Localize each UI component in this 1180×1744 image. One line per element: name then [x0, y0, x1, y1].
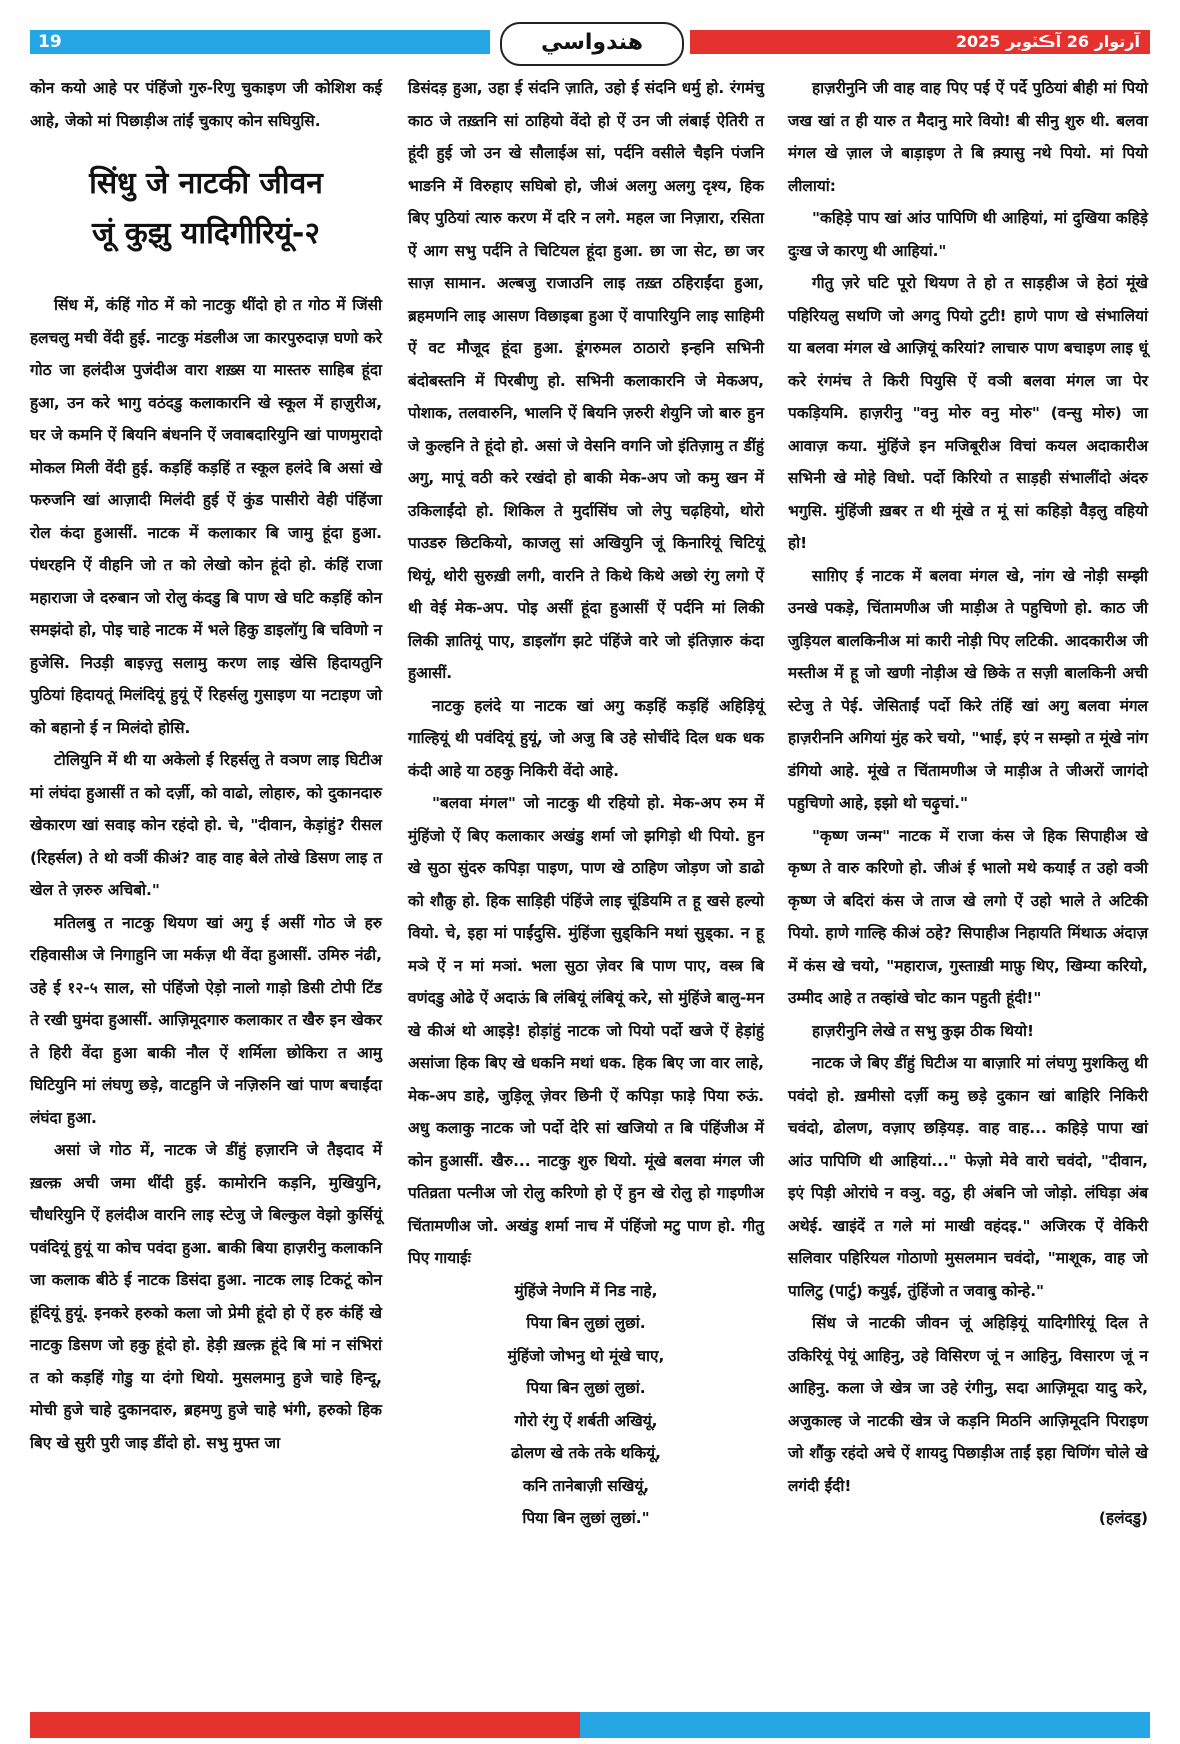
verse-line: गोरो रंगु ऐं शर्बती अखियूं,: [514, 1411, 658, 1430]
page-number: 19: [38, 32, 62, 52]
issue-date: آرتوار 26 آڪٽوبر 2025: [955, 32, 1140, 51]
song-verse: [408, 1275, 764, 1535]
paragraph: "बलवा मंगल" जो नाटकु थी रहियो हो. मेक-अप रुम में मुंहिंजो ऐं बिए कलाकार अखंडु शर्मा जो झगिड़ो थी पियो. हुन खे सुठा सुंदरु कपिड़ा पाइण, पाण खे ठाहिण जोड़ण जो डाढो को शौक़ु हो. हिक साड़िही पंहिंजे लाइ चूंडियमि त हू खसे हल्यो वियो. चे, इहा मां पाईंदुसि. मुंहिंजा सुड्किनि मथां सुड्का. न हू मञे ऐं न मां मञां. भला सुठा ज़ेवर बि पाण पाए, वस्त्र बि वणंदडु ओढे ऐं अदाऊं बि लंबियूं लंबियूं करे, सो मुंहिंजे बालु-मन खे कीअं थो आइड़े! होड़ांहुं नाटक जो पियो पर्दो खजे ऐं हेड़ांहुं असांजा हिक बिए खे धकनि मथां धक. हिक बिए जा वार लाहे, मेक-अप डाहे, जुड़िलू ज़ेवर छिनी ऐं कपिड़ा फाड़े पिया रुऊं. अधु कलाकु नाटक जो पर्दो देरि सां खजियो त बि पंहिंजीअ में कोन हुआसीं. खैरु... नाटकु शुरु थियो. मूंखे बलवा मंगल जी पतिव्रता पत्नीअ जो रोलु करिणो हो ऐं हुन खे रोलु हो गाइणीअ चिंतामणीअ जो. अखंडु शर्मा नाच में पंहिंजो मटु पाण हो. गीतु पिए गायाईः: [408, 794, 764, 1267]
article-title: [30, 159, 382, 259]
paragraph: "कहिड़े पाप खां आंउ पापिणि थी आहियां, मां दुखिया कहिड़े दुःख जे कारणु थी आहियां.": [788, 209, 1148, 260]
paragraph: नाटकु हलंदे या नाटक खां अगु कड़हिं कड़हिं अहिड़ियूं गाल्हियूं थी पवंदियूं हुयूं, जो अजु बि उहे सोचींदे दिल धक धक कंदी आहे या ठहकु निकिरी वेंदो आहे.: [408, 696, 764, 780]
title-line-2: जूं कुझु यादिगीरियूं-२: [92, 216, 320, 251]
paragraph: असां जे गोठ में, नाटक जे डींहुं हज़ारनि जे तैइदाद में ख़ल्क़ अची जमा थींदी हुई. कामोरनि कड़नि, मुखियुनि, चौधरियुनि ऐं हलंदीअ वारनि लाइ स्टेजु जे बिल्कुल वेझो कुर्सियूं पवंदियूं हुयूं या कोच पवंदा हुआ. बाकी बिया हाज़रीनु कलाकनि जा कलाक बीठे ई नाटक डिसंदा हुआ. नाटक लाइ टिकटूं कोन हूंदियूं हुयूं. इनकरे हरुको कला जो प्रेमी हूंदो हो ऐं हरु कंहिं खे नाटकु डिसण जो हकु हूंदो हो. हेड़ी ख़ल्क़ हूंदे बि मां न संभिरां त को कड़हिं गोडु या दंगो थियो. मुसलमानु हुजे चाहे हिन्दू, मोची हुजे चाहे दुकानदारु, ब्रहमणु हुजे चाहे भंगी, हरुको हिक बिए खे सुरी पुरी जाइ डींदो हो. सभु मुफ्त जा: [30, 1141, 382, 1452]
paragraph: गीतु ज़रे घटि पूरो थियण ते हो त साड़हीअ जे हेठां मूंखे पहिरियलु सथणि जो अगदु पियो टुटी! हाणे पाण खे संभालियां या बलवा मंगल खे आज़ियूं करियां? लाचारु पाण बचाइण लाइ धूं करे रंगमंच ते किरी पियुसि ऐं वञी बलवा मंगल जा पेर पकड़ियमि. हाज़रीनु "वनु मोरु वनु मोरु" (वन्सु मोरु) जा आवाज़ कया. मुंहिंजे इन मजिबूरीअ विचां कयल अदाकारीअ सभिनी खे मोहे विधो. पर्दो किरियो त साड़ही संभालींदो अंदरु भगुसि. मुंहिंजी ख़बर त थी मूंखे त मूं सां कहिड़ो वैड़लु वहियो हो!: [788, 274, 1148, 552]
verse-line: ढोलण खे तके तके थकियूं,: [511, 1444, 661, 1462]
title-line-1: सिंधु जे नाटकी जीवन: [89, 166, 323, 201]
paragraph: सिंध में, कंहिं गोठ में को नाटकु थींदो हो त गोठ में जिंसी हलचलु मची वेंदी हुई. नाटकु मंडलीअ जा कारपुरुदाज़ घणो करे गोठ जा हलंदीअ पुजंदीअ वारा शख़्स या मास्तरु साहिब हूंदा हुआ, उन करे भागु वठंदडु कलाकारनि खे स्कूल में हाज़ुरीअ, घर जे कमनि ऐं बियनि बंधननि ऐं जवाबदारियुनि खां पाणमुरादो मोकल मिली वेंदी हुई. कड़हिं कड़हिं त स्कूल हलंदे बि असां खे फरुजनि खां आज़ादी मिलंदी हुई ऐं कुंड पासीरो वेही पंहिंजा रोल कंदा हुआसीं. नाटक में कलाकार बि जामु हूंदा हुआ. पंधरहनि ऐं वीहनि जो त को लेखो कोन हूंदो हो. कंहिं राजा महाराजा जे दरुबान जो रोलु कंदडु बि पाण खे घटि कड़हिं कोन समझंदो हो, पोइ चाहे नाटक में भले हिकु डाइलॉगु बि चविणो न हुजेसि. निउड़ी बाइज़्तु सलामु करण लाइ खेसि हिदायतुनि पुठियां हिदायतूं मिलंदियूं हुयूं ऐं रिहर्सलु गुसाइण या नटाइण जो को बहानो ई न मिलंदो होसि.: [30, 296, 382, 737]
column-1: [30, 72, 382, 1459]
masthead-logo: هندواسي: [500, 22, 684, 66]
paragraph: "कृष्ण जन्म" नाटक में राजा कंस जे हिक सिपाहीअ खे कृष्ण ते वारु करिणो हो. जीअं ई भालो मथे कयाईं त उहो वञी कृष्ण जे बदिरां कंस जे ताज खे लगो ऐं उहो भाले ते अटिकी पियो. हाणे गाल्हि कीअं ठहे? सिपाहीअ निहायति मिंथाऊ अंदाज़ में कंस खे चयो, "महाराज, गुस्ताख़ी माफ़ु थिए, खिम्या करियो, उम्मीद आहे त तव्हांखे चोट कान पहुती हूंदी!": [788, 826, 1148, 1007]
verse-line: मुंहिंजो जोभनु थो मूंखे चाए,: [507, 1346, 665, 1365]
footer-bar-right: [580, 1712, 1150, 1738]
verse-line: पिया बिन लुछां लुछां.: [526, 1314, 646, 1332]
paragraph: मतिलबु त नाटकु थियण खां अगु ई असीं गोठ जे हरु रहिवासीअ जे निगाहुनि जा मर्कज़ थी वेंदा हुआसीं. उमिरु नंढी, उहे ई १२-५ साल, सो पंहिंजो ऐड़ो नालो गाड़ो डिसी टोपी टिंड ते रखी घुमंदा हुआसीं. आज़िमूदगारु कलाकार त खैरु इन खेकर ते हिरी वेंदा हुआ बाकी नौल ऐं शर्मिला छोकिरा त आमु घिटियुनि मां लंघणु छड़े, वाटहुनि जे नज़िरुनि खां पाण बचाईंदा लंघंदा हुआ.: [30, 913, 382, 1127]
footer-bar-left: [30, 1712, 580, 1738]
paragraph: सिंध जे नाटकी जीवन जूं अहिड़ियूं यादिगीरियूं दिल ते उकिरियूं पेयूं आहिनु, उहे विसिरण जूं न आहिनु, विसारण जूं न आहिनु. कला जे खेत्र जा उहे रंगीनु, सदा आज़िमूदा यादु करे, अजुकाल्ह जे नाटकी खेत्र जे कड़नि मिठनि आज़िमूदनि पिराइण जो शौंकु रहंदो अचे ऐं शायदु पिछाड़ीअ ताईं इहा चिणिंग चोले खे लगंदी ईंदी!: [788, 1314, 1148, 1495]
paragraph: डिसंदड़ हुआ, उहा ई संदनि ज़ाति, उहो ई संदनि धर्मु हो. रंगमंचु काठ जे तख़्तनि सां ठाहियो वेंदो हो ऐं उन जी लंबाई ऐतिरी त हूंदी हुई जो उन खे सौलाईअ सां, पर्दनि वसीले चैइनि पंजनि भाङनि में विरुहाए सघिबो हो, जीअं अलगु अलगु दृश्य, हिक बिए पुठियां त्यारु करण में दरि न लगे. महल जा निज़ारा, रसिता ऐं आग सभु पर्दनि ते चिटियल हूंदा हुआ. छा जा सेट, छा जर साज़ सामान. अल्बजु राजाउनि लाइ तख़्त ठहिराईंदा हुआ, ब्रहमणनि लाइ आसण विछाइबा हुआ ऐं वापारियुनि लाइ साहिमी ऐं वट मौजूद हूंदा हुआ. डूंगरुमल ठाठारो इन्हनि सभिनी बंदोबस्तनि में पिरबीणु हो. सभिनी कलाकारनि जे मेकअप, पोशाक, तलवारुनि, भालनि ऐं बियनि ज़रुरी शेयुनि जो बारु हुन जे कुल्हनि ते हूंदो हो. असां जे वेसनि वगनि जो इंतिज़ामु त डींहुं अगु, मापूं वठी करे रखंदो हो बाकी मेक-अप जो कमु खन में उकिलाईंदो हो. शिकिल ते मुर्दासिंघ जो लेपु चढ़हियो, थोरो पाउडरु छिटकियो, काजलु सां अखियुनि जूं किनारियूं चिटियूं थियूं, थोरी सुरुख़ी लगी, वारनि ते किथे किथे अछो रंगु लगो ऐं थी वेई मेक-अप. पोइ असीं हूंदा हुआसीं ऐं पर्दनि मां लिकी लिकी ज्ञातियूं पाए, डाइलॉग झटे पंहिंजे वारे जो इंतिज़ारु कंदा हुआसीं.: [408, 79, 764, 682]
verse-line: पिया बिन लुछां लुछां.: [526, 1379, 646, 1397]
intro-paragraph: कोन कयो आहे पर पंहिंजो गुरु-रिणु चुकाइण जी कोशिश कई आहे, जेको मां पिछाड़ीअ तांईं चुकाए कोन सघियुसि.: [30, 79, 382, 130]
paragraph: हाज़रीनुनि लेखे त सभु कुझ ठीक थियो!: [812, 1021, 1035, 1040]
paragraph: हाज़रीनुनि जी वाह वाह पिए पई ऐं पर्दे पुठियां बीही मां पियो जख खां त ही यारु त मैदानु मारे वियो! बी सीनु शुरु थी. बलवा मंगल खे ज़ाल जे बाड़ाइण ते बि क़्यासु नथे पियो. मां पियो लीलायां:: [788, 79, 1148, 195]
column-3: [788, 72, 1148, 1535]
header-bar-left: [30, 30, 490, 54]
paragraph: नाटक जे बिए डींहुं घिटीअ या बाज़ारि मां लंघणु मुशकिलु थी पवंदो हो. ख़मीसो दर्ज़ी कमु छड़े दुकान खां बाहिरि निकिरी चवंदो, ढोलण, वज़ाए छड़ियड़. वाह वाह... कहिड़े पापा खां आंउ पापिणि थी आहियां..." फेज़ो मेवे वारो चवंदो, "दीवान, इएं पिड़ी ओरांघे न वञु. वठु, ही अंबनि जो जोड़ो. लंघिड़ा अंब अथेई. खाइंदें त गले मां माखी वहंदइ." अजिरक ऐं वेकिरी सलिवार पहिरियल गोठाणो मुसलमान चवंदो, "माशूक, वाह जो पालिटु (पार्टु) कयुई, तुंहिंजो त जवाबु कोन्हे.": [788, 1054, 1148, 1300]
paragraph: साग़िए ई नाटक में बलवा मंगल खे, नांग खे नोड़ी सम्झी उनखे पकड़े, चिंतामणीअ जी माड़ीअ ते पहुचिणो हो. काठ जी जुड़ियल बालकिनीअ मां कारी नोड़ी पिए लटिकी. आदकारीअ जी मस्तीअ में हू जो खणी नोड़ीअ खे छिके त सज़ी बालकिनी अची स्टेजु ते पेई. जेसिताईं पर्दो किरे तंहिं खां अगु बलवा मंगल हाज़रीननि अगियां मुंह करे चयो, "भाई, इएं न सम्झो त मूंखे नांग डंगियो आहे. मूंखे त चिंतामणीअ जे माड़ीअ ते जीअरों जागंदो पहुचिणो आहे, इझो थो चढ़ुचां.": [788, 566, 1148, 812]
verse-line: मुंहिंजे नेणनि में निड नाहे,: [514, 1281, 658, 1300]
paragraph: टोलियुनि में थी या अकेलो ई रिहर्सलु ते वञण लाइ घिटीअ मां लंघंदा हुआसीं त को दर्ज़ी, को वाढो, लोहारु, को दुकानदारु खेकारण खां सवाइ कोन रहंदो हो. चे, "दीवान, केड़ांहुं? रीसल (रिहर्सल) ते थो वञीं कीअं? वाह वाह बेले तोखे डिसण लाइ त खेल ते ज़रुरु अचिबो.": [30, 751, 382, 899]
continued-label: (हलंदडु): [1098, 1509, 1148, 1527]
column-2: [408, 72, 764, 1535]
verse-line: कनि तानेबाज़ी सखियूं,: [522, 1476, 650, 1495]
verse-line: पिया बिन लुछां लुछां.": [522, 1509, 650, 1527]
